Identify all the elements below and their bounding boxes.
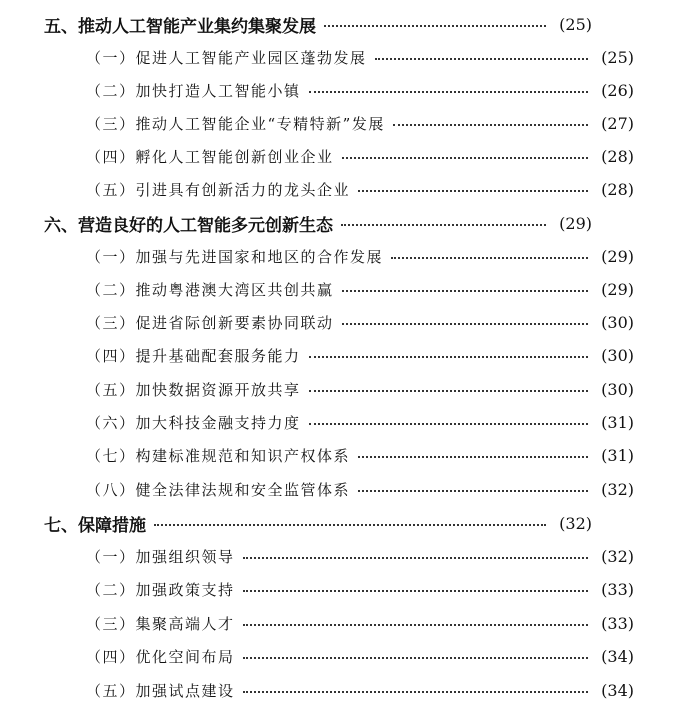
toc-entry-title: （五）引进具有创新活力的龙头企业 xyxy=(86,180,351,199)
toc-entry[interactable] xyxy=(0,274,700,304)
toc-entry-title: （五）加快数据资源开放共享 xyxy=(86,380,301,399)
toc-entry-title: （三）集聚高端人才 xyxy=(86,614,235,633)
toc-page-number: (28) xyxy=(601,146,634,166)
toc-entry-title: （七）构建标准规范和知识产权体系 xyxy=(86,446,351,465)
dot-leader xyxy=(358,489,588,492)
toc-page-number: (28) xyxy=(601,179,634,199)
toc-entry-title: （二）推动粤港澳大湾区共创共赢 xyxy=(86,280,334,299)
toc-entry[interactable] xyxy=(0,440,700,470)
toc-page-number: (30) xyxy=(601,379,634,399)
toc-entry[interactable] xyxy=(0,574,700,604)
dot-leader xyxy=(358,455,588,458)
toc-entry-title: （二）加快打造人工智能小镇 xyxy=(86,81,301,100)
toc-entry[interactable] xyxy=(0,374,700,404)
dot-leader xyxy=(393,123,588,126)
toc-entry-title: （八）健全法律法规和安全监管体系 xyxy=(86,480,351,499)
toc-page-number: (29) xyxy=(601,246,634,266)
toc-page-number: (29) xyxy=(559,213,592,233)
toc-entry[interactable] xyxy=(0,340,700,370)
toc-entry-title: 七、保障措施 xyxy=(44,515,146,536)
toc-page-number: (27) xyxy=(601,113,634,133)
toc-entry-title: （五）加强试点建设 xyxy=(86,681,235,700)
dot-leader xyxy=(243,589,588,592)
toc-entry[interactable] xyxy=(0,407,700,437)
toc-entry-title: （三）促进省际创新要素协同联动 xyxy=(86,313,334,332)
toc-entry-title: （四）孵化人工智能创新创业企业 xyxy=(86,147,334,166)
dot-leader xyxy=(342,322,588,325)
toc-entry-title: （四）优化空间布局 xyxy=(86,647,235,666)
toc-entry[interactable] xyxy=(0,141,700,171)
toc-page-number: (30) xyxy=(601,312,634,332)
dot-leader xyxy=(243,623,588,626)
toc-page-number: (25) xyxy=(559,14,592,34)
toc-page-number: (34) xyxy=(601,646,634,666)
toc-entry-title: （一）加强与先进国家和地区的合作发展 xyxy=(86,247,384,266)
toc-entry-title: （六）加大科技金融支持力度 xyxy=(86,413,301,432)
toc-page-number: (33) xyxy=(601,613,634,633)
toc-page-number: (25) xyxy=(601,47,634,67)
toc-entry-title: （一）加强组织领导 xyxy=(86,547,235,566)
dot-leader xyxy=(243,690,588,693)
dot-leader xyxy=(375,57,588,60)
toc-entry[interactable] xyxy=(0,307,700,337)
toc-entry[interactable] xyxy=(0,42,700,72)
dot-leader xyxy=(154,523,546,526)
toc-page-number: (26) xyxy=(601,80,634,100)
dot-leader xyxy=(341,223,546,226)
toc-entry[interactable] xyxy=(0,108,700,138)
toc-section-5[interactable] xyxy=(0,9,658,39)
toc-entry[interactable] xyxy=(0,241,700,271)
toc-entry[interactable] xyxy=(0,75,700,105)
toc-page-number: (34) xyxy=(601,680,634,700)
toc-entry-title: 六、营造良好的人工智能多元创新生态 xyxy=(44,215,333,236)
toc-page-number: (32) xyxy=(601,546,634,566)
dot-leader xyxy=(243,656,588,659)
toc-entry-title: 五、推动人工智能产业集约集聚发展 xyxy=(44,16,316,37)
toc-entry[interactable] xyxy=(0,174,700,204)
dot-leader xyxy=(391,256,588,259)
dot-leader xyxy=(342,156,588,159)
toc-entry-title: （一）促进人工智能产业园区蓬勃发展 xyxy=(86,48,367,67)
toc-page-number: (31) xyxy=(601,445,634,465)
toc-page-number: (32) xyxy=(559,513,592,533)
toc-page-number: (30) xyxy=(601,345,634,365)
toc-entry[interactable] xyxy=(0,675,700,705)
dot-leader xyxy=(358,189,588,192)
toc-entry[interactable] xyxy=(0,608,700,638)
toc-entry[interactable] xyxy=(0,474,700,504)
toc-entry[interactable] xyxy=(0,541,700,571)
toc-entry-title: （四）提升基础配套服务能力 xyxy=(86,346,301,365)
toc-entry[interactable] xyxy=(0,641,700,671)
toc-page-number: (33) xyxy=(601,579,634,599)
toc-page-number: (29) xyxy=(601,279,634,299)
toc-section-7[interactable] xyxy=(0,508,658,538)
toc-page-number: (32) xyxy=(601,479,634,499)
dot-leader xyxy=(243,556,588,559)
dot-leader xyxy=(324,24,546,27)
dot-leader xyxy=(342,289,588,292)
dot-leader xyxy=(309,389,588,392)
dot-leader xyxy=(309,422,588,425)
dot-leader xyxy=(309,90,588,93)
toc-entry-title: （二）加强政策支持 xyxy=(86,580,235,599)
dot-leader xyxy=(309,355,588,358)
toc-page-number: (31) xyxy=(601,412,634,432)
toc-section-6[interactable] xyxy=(0,208,658,238)
toc-entry-title: （三）推动人工智能企业“专精特新”发展 xyxy=(86,114,385,133)
